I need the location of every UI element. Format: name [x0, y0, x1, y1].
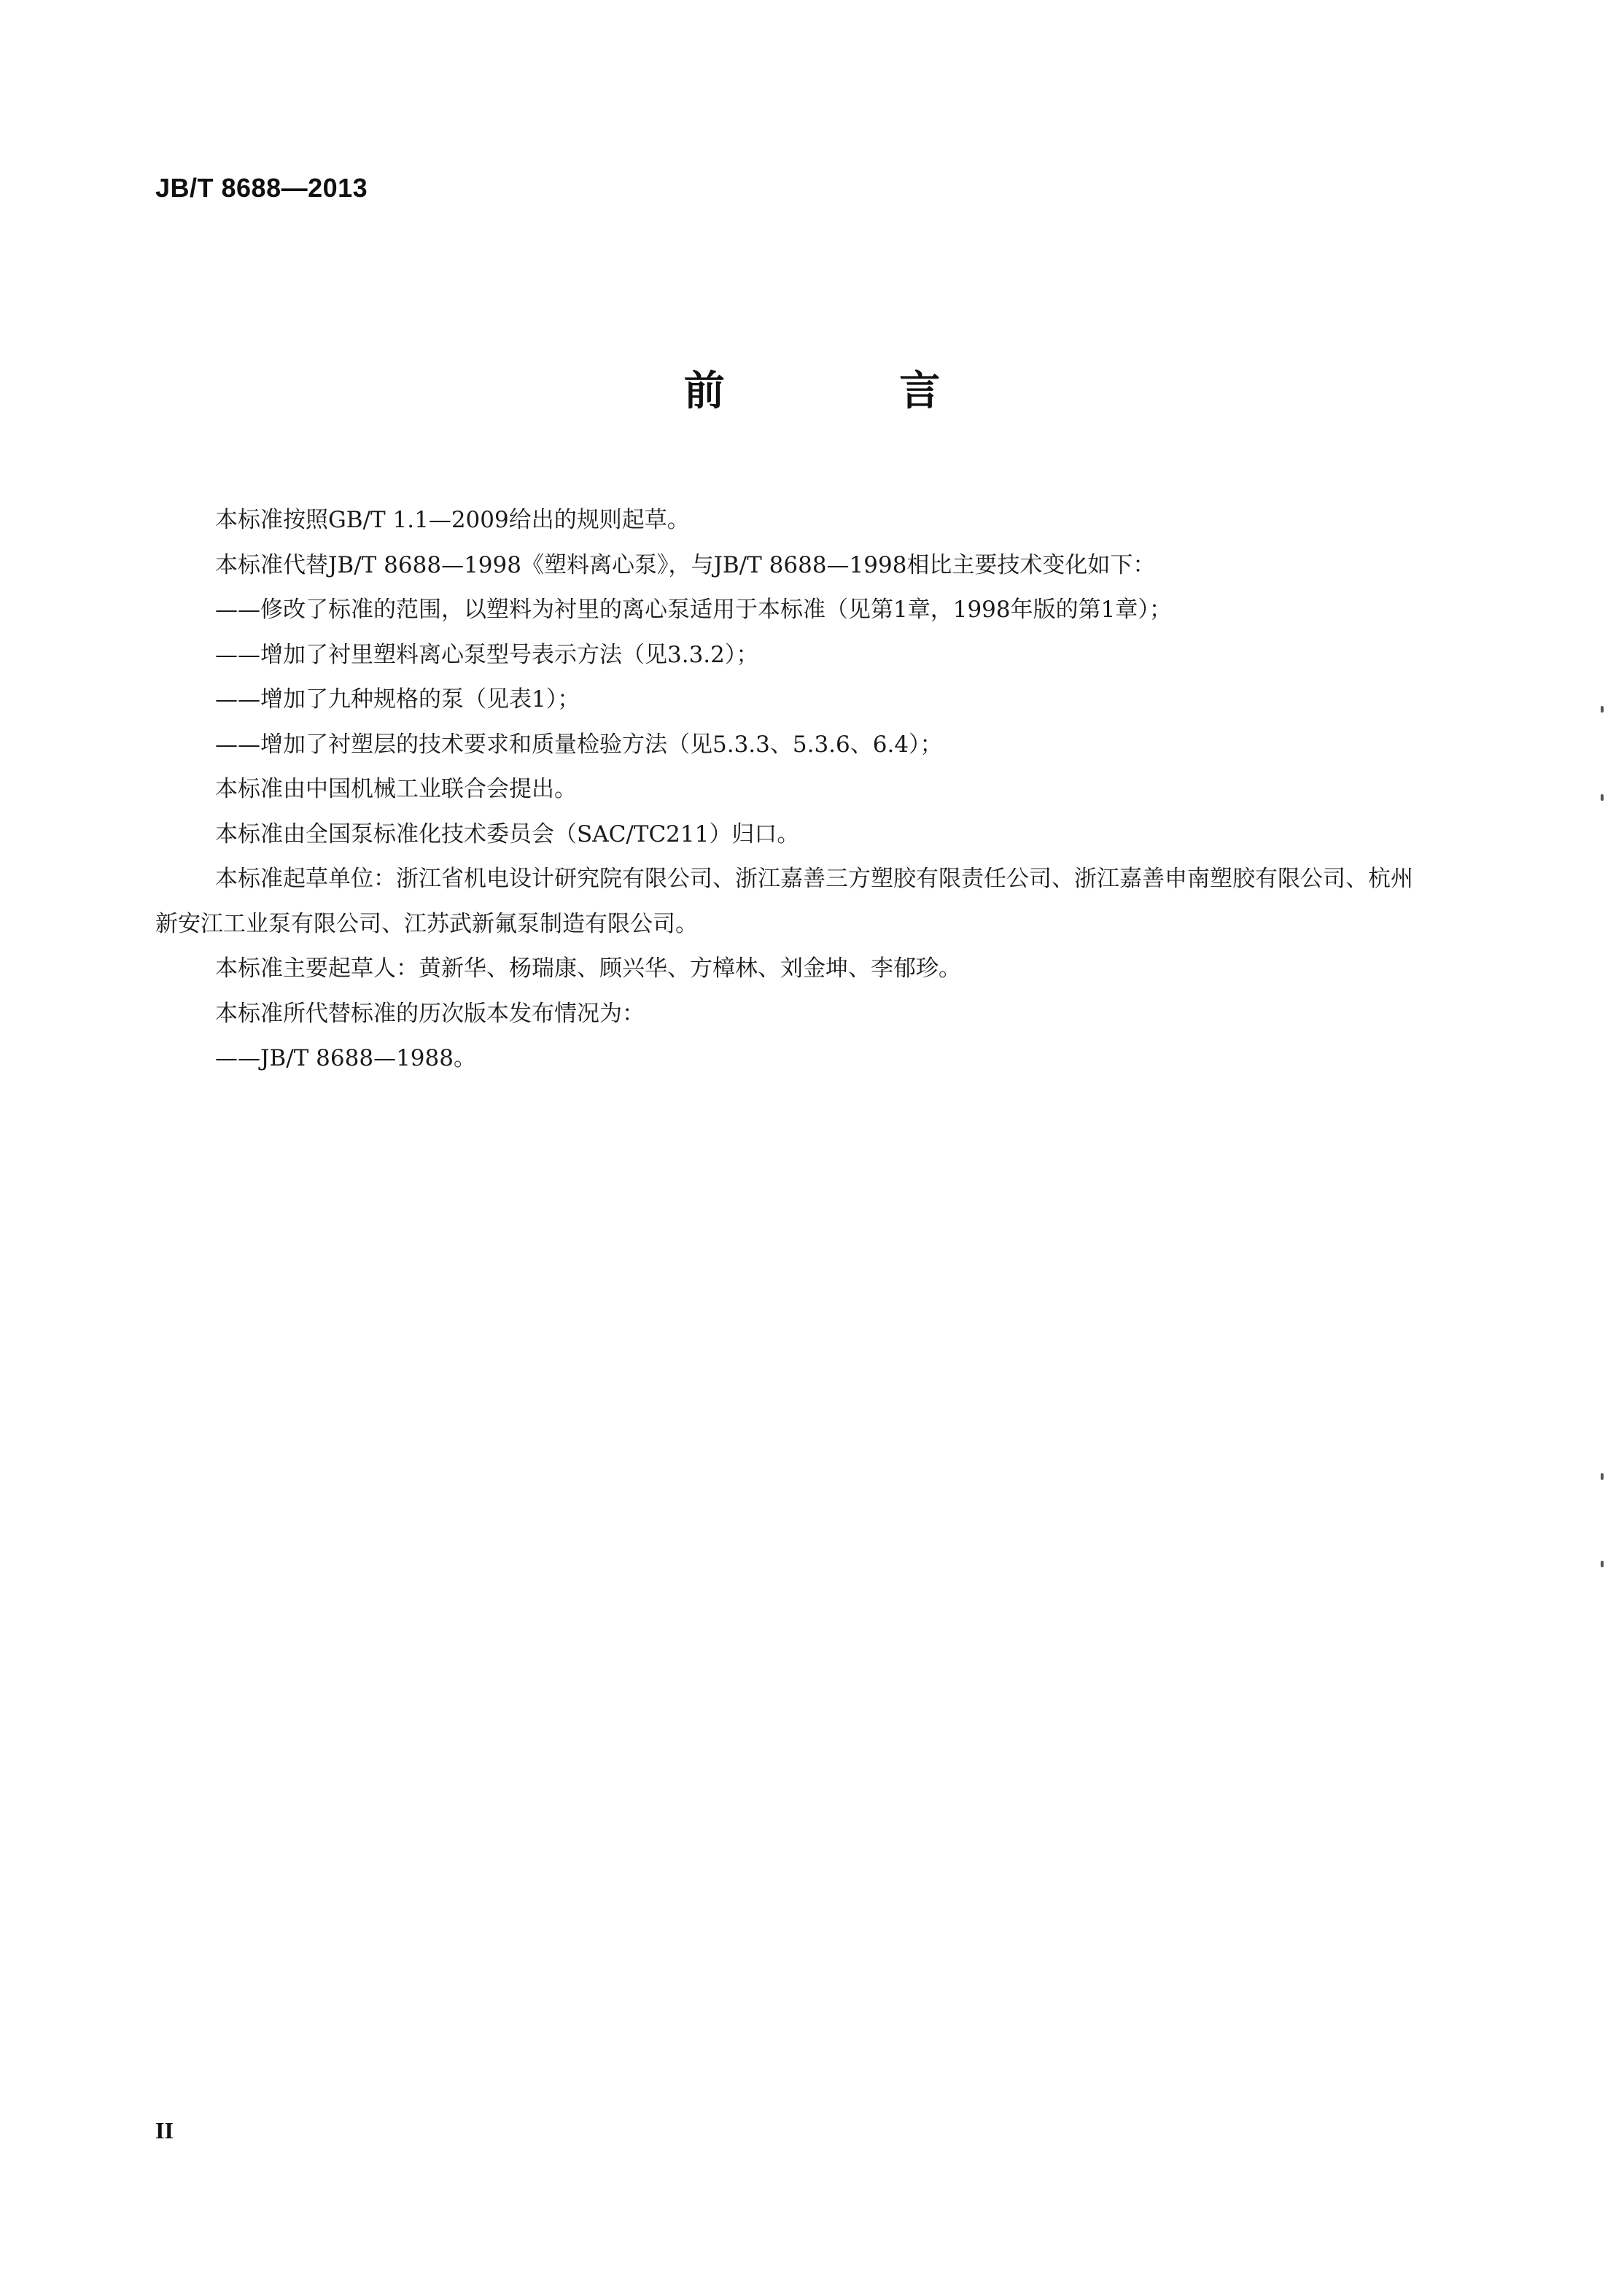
scan-speck — [1601, 1473, 1604, 1480]
change-item: ——增加了九种规格的泵（见表1）； — [215, 686, 580, 713]
change-item: ——增加了衬里塑料离心泵型号表示方法（见3.3.2）； — [215, 641, 759, 668]
drafters-paragraph: 本标准主要起草人：黄新华、杨瑞康、顾兴华、方樟林、刘金坤、李郁珍。 — [215, 955, 961, 982]
page-title: 前 言 — [683, 368, 1021, 415]
scan-speck — [1601, 1561, 1604, 1567]
standard-code-header: JB/T 8688—2013 — [155, 173, 368, 203]
version-history-item: ——JB/T 8688—1988。 — [215, 1045, 476, 1071]
preface-paragraph: 本标准按照GB/T 1.1—2009给出的规则起草。 — [215, 507, 690, 533]
drafting-units-paragraph: 本标准起草单位：浙江省机电设计研究院有限公司、浙江嘉善三方塑胶有限责任公司、浙江嘉善申南塑胶有限公司、杭州新安江工业泵有限公司、江苏武新氟泵制造有限公司。 — [155, 866, 1413, 937]
preface-paragraph: 本标准所代替标准的历次版本发布情况为： — [215, 1000, 645, 1027]
page-number: II — [155, 2117, 174, 2143]
scan-speck — [1601, 706, 1604, 713]
scan-speck — [1601, 794, 1604, 801]
change-item: ——修改了标准的范围，以塑料为衬里的离心泵适用于本标准（见第1章，1998年版的第1章）； — [215, 597, 1172, 623]
preface-body — [155, 498, 1453, 1082]
preface-paragraph: 本标准由全国泵标准化技术委员会（SAC/TC211）归口。 — [215, 820, 800, 847]
preface-paragraph: 本标准由中国机械工业联合会提出。 — [215, 776, 577, 802]
preface-paragraph: 本标准代替JB/T 8688—1998《塑料离心泵》，与JB/T 8688—1998相比主要技术变化如下： — [215, 551, 1156, 578]
change-item: ——增加了衬塑层的技术要求和质量检验方法（见5.3.3、5.3.6、6.4）； — [215, 731, 943, 758]
